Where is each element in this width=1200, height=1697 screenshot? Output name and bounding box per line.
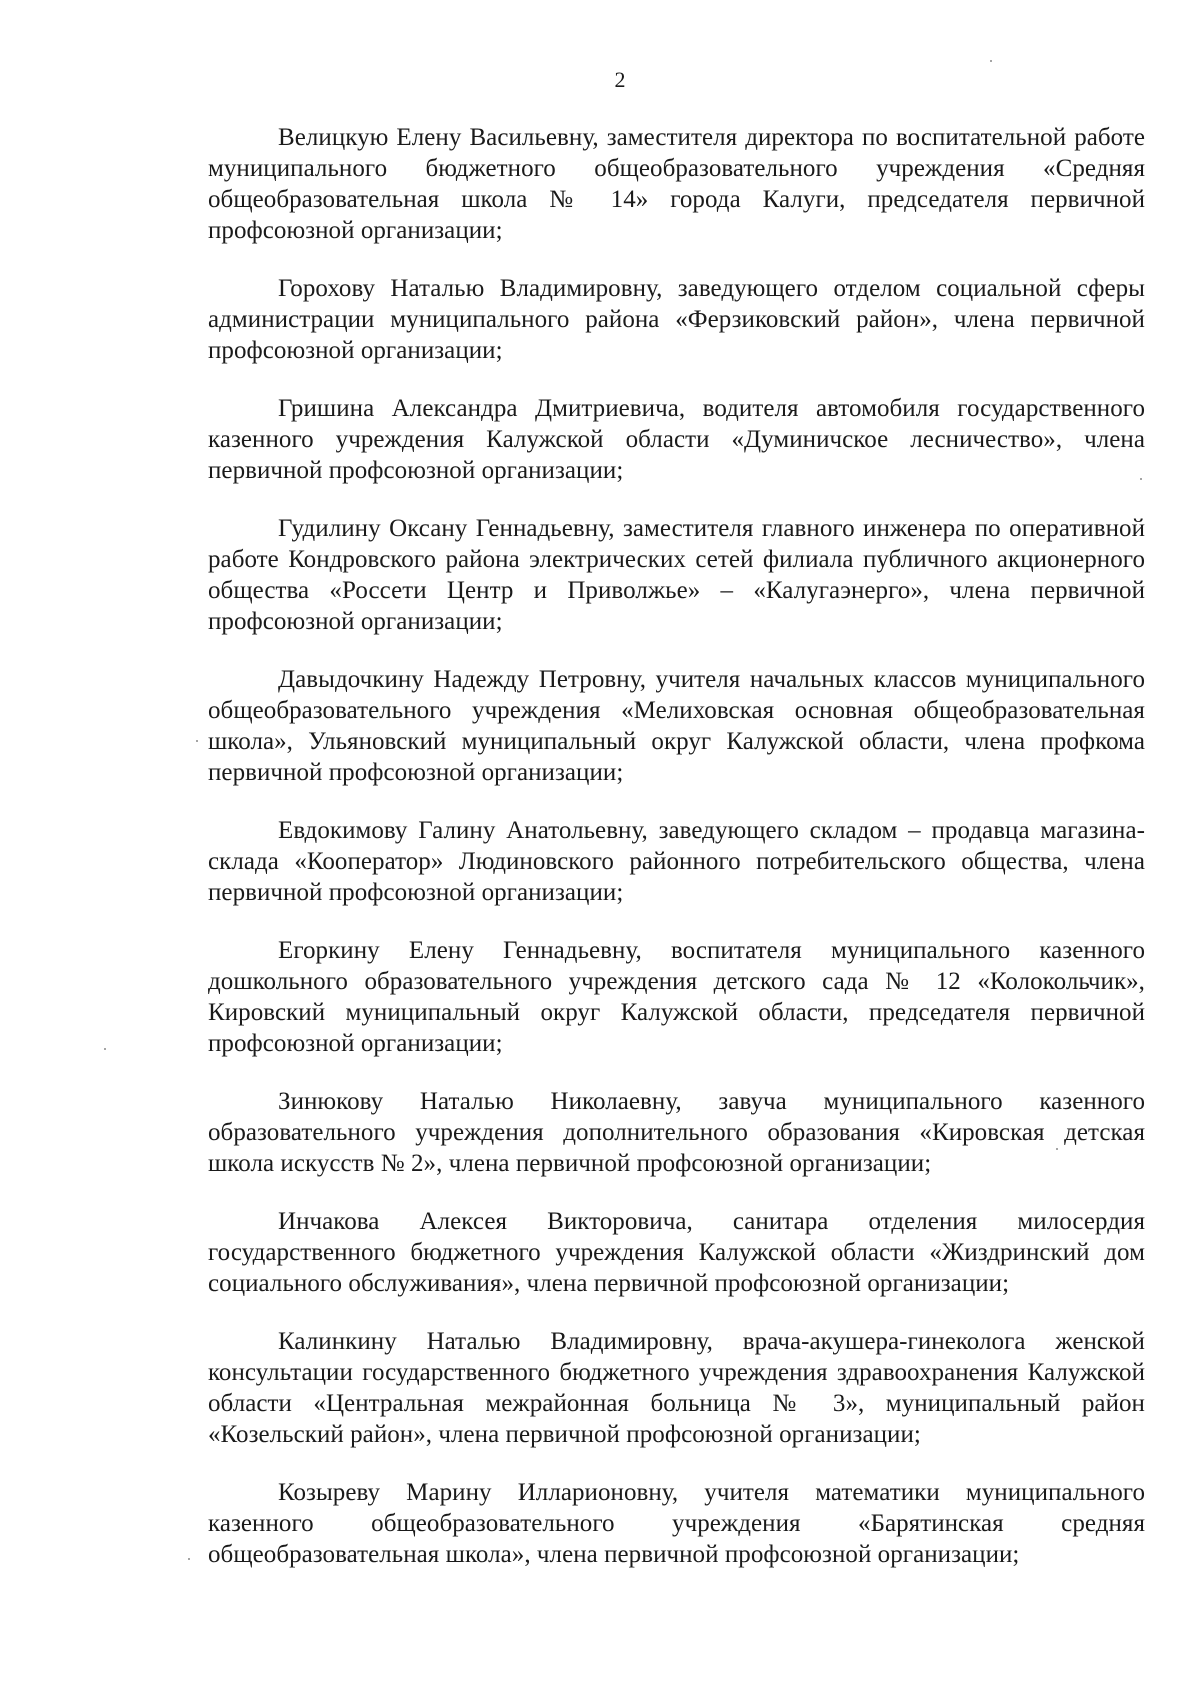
page-number: 2 [614, 67, 626, 92]
scan-speck [196, 740, 198, 742]
list-item: Гудилину Оксану Геннадьевну, заместителя главного инженера по оперативной работе Кондровского района электрических сетей филиала публичного акционерного общества «Россети Центр и Приволжье» – «Калугаэнерго», члена первичной профсоюзной организации; [208, 515, 1145, 635]
scan-speck [1140, 478, 1142, 480]
list-item: Козыреву Марину Илларионовну, учителя математики муниципального казенного общеобразовательного учреждения «Барятинская средняя общеобразовательная школа», члена первичной профсоюзной организации; [208, 1479, 1145, 1568]
scan-speck [188, 1558, 190, 1560]
list-item: Горохову Наталью Владимировну, заведующего отделом социальной сферы администрации муниципального района «Ферзиковский район», члена первичной профсоюзной организации; [208, 275, 1145, 364]
scan-speck [104, 1048, 106, 1050]
list-item: Егоркину Елену Геннадьевну, воспитателя муниципального казенного дошкольного образовательного учреждения детского сада № 12 «Колокольчик», Кировский муниципальный округ Калужской области, председателя первичной профсоюзной организации; [208, 937, 1145, 1057]
list-item: Гришина Александра Дмитриевича, водителя автомобиля государственного казенного учреждения Калужской области «Думиничское лесничество», члена первичной профсоюзной организации; [208, 395, 1145, 484]
scan-speck [990, 60, 992, 62]
list-item: Давыдочкину Надежду Петровну, учителя начальных классов муниципального общеобразовательного учреждения «Мелиховская основная общеобразовательная школа», Ульяновский муниципальный округ Калужской области, члена профкома первичной профсоюзной организации; [208, 666, 1145, 786]
entries-list [208, 122, 1145, 1597]
list-item: Евдокимову Галину Анатольевну, заведующего складом – продавца магазина-склада «Кооператор» Людиновского районного потребительского общества, члена первичной профсоюзной организации; [208, 817, 1145, 906]
list-item: Инчакова Алексея Викторовича, санитара отделения милосердия государственного бюджетного учреждения Калужской области «Жиздринский дом социального обслуживания», члена первичной профсоюзной организации; [208, 1208, 1145, 1297]
list-item: Зинюкову Наталью Николаевну, завуча муниципального казенного образовательного учреждения дополнительного образования «Кировская детская школа искусств № 2», члена первичной профсоюзной организации; [208, 1088, 1145, 1177]
list-item: Калинкину Наталью Владимировну, врача-акушера-гинеколога женской консультации государственного бюджетного учреждения здравоохранения Калужской области «Центральная межрайонная больница № 3», муниципальный район «Козельский район», члена первичной профсоюзной организации; [208, 1328, 1145, 1448]
scan-speck [1056, 1148, 1058, 1150]
list-item: Велицкую Елену Васильевну, заместителя директора по воспитательной работе муниципального бюджетного общеобразовательного учреждения «Средняя общеобразовательная школа № 14» города Калуги, председателя первичной профсоюзной организации; [208, 124, 1145, 244]
